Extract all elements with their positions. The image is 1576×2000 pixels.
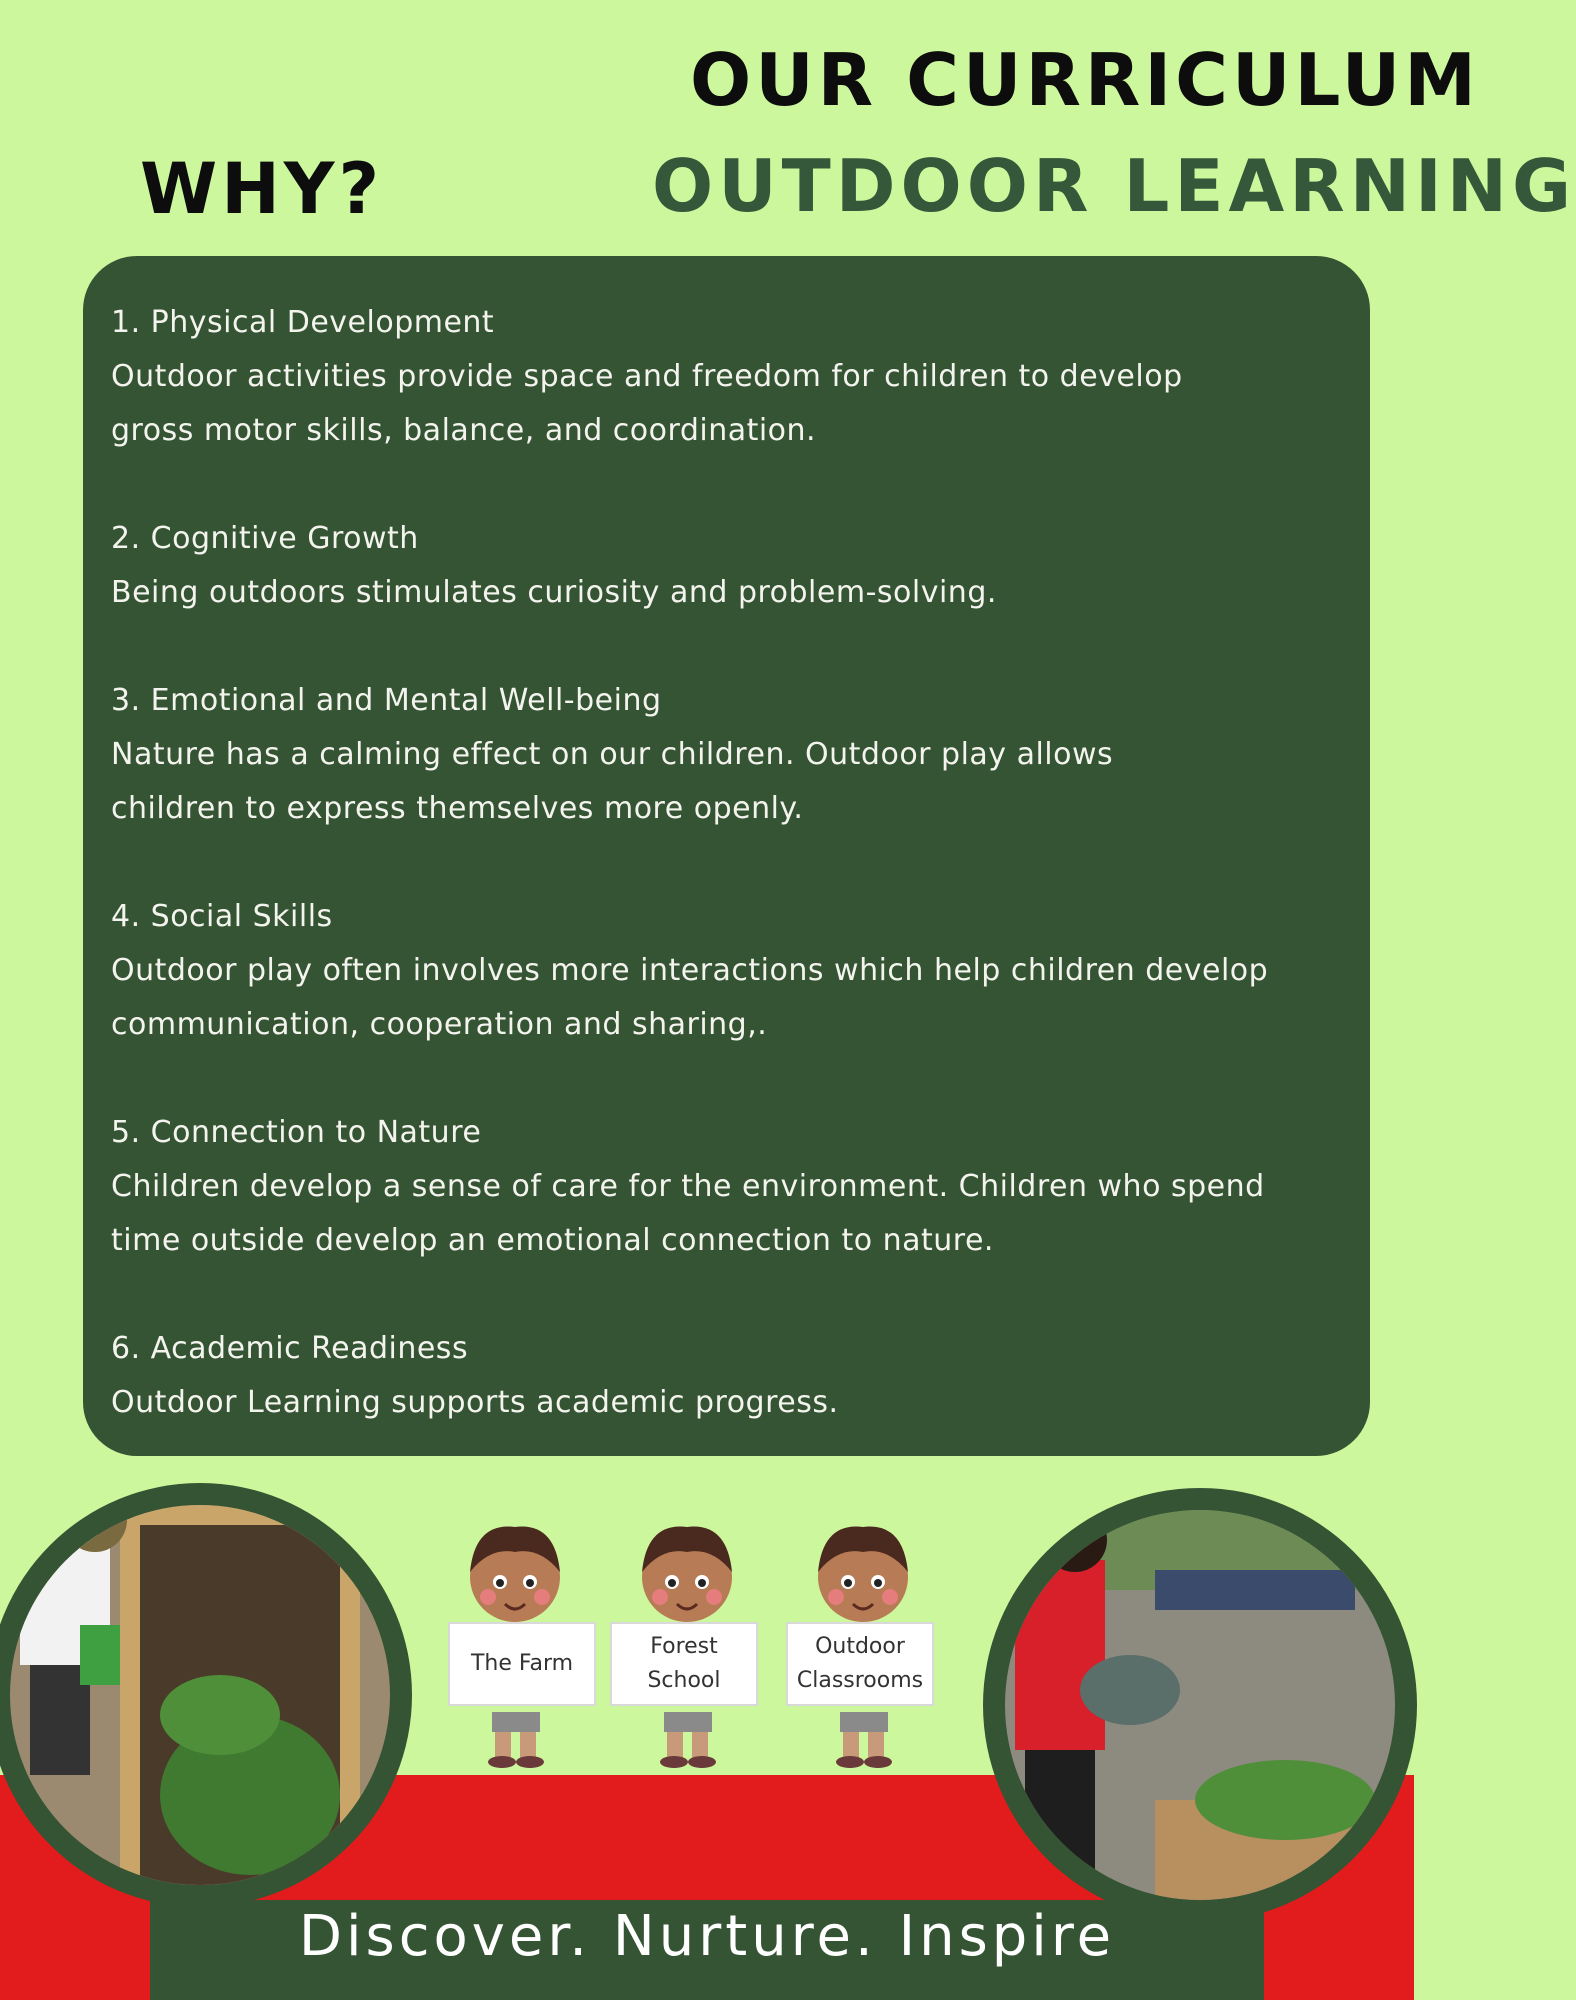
- sign-line: The Farm: [470, 1651, 574, 1676]
- benefit-text: Being outdoors stimulates curiosity and problem-solving.: [111, 575, 997, 610]
- sign-line: Forest: [650, 1634, 718, 1659]
- benefit-text: Children develop a sense of care for the environment. Children who spend time outside develop an emotional connection to nature.: [111, 1169, 1265, 1258]
- sign-the-farm: [448, 1622, 596, 1706]
- benefit-text: Outdoor play often involves more interactions which help children develop communication, cooperation and sharing,.: [111, 953, 1269, 1042]
- sign-line: Classrooms: [796, 1668, 924, 1693]
- benefit-item: [111, 1322, 1342, 1430]
- benefit-item: [111, 674, 1342, 836]
- sign-forest-school: [610, 1622, 758, 1706]
- garden-photo-left: [0, 1465, 430, 1925]
- benefit-title: 1. Physical Development: [111, 305, 495, 340]
- sign-line: School: [647, 1668, 721, 1693]
- curriculum-heading: OUR CURRICULUM: [690, 38, 1480, 122]
- outdoor-learning-heading: OUTDOOR LEARNING: [652, 144, 1576, 228]
- benefit-text: Outdoor Learning supports academic progress.: [111, 1385, 839, 1420]
- benefit-item: [111, 512, 1342, 620]
- benefit-title: 6. Academic Readiness: [111, 1331, 469, 1366]
- tagline: Discover. Nurture. Inspire: [298, 1904, 1116, 1969]
- benefit-item: [111, 890, 1342, 1052]
- benefit-title: 2. Cognitive Growth: [111, 521, 419, 556]
- benefit-text: Nature has a calming effect on our children. Outdoor play allows children to express themselves more openly.: [111, 737, 1114, 826]
- why-heading: WHY?: [140, 148, 384, 230]
- watering-photo-right: [975, 1470, 1414, 1940]
- benefit-title: 4. Social Skills: [111, 899, 333, 934]
- benefit-text: Outdoor activities provide space and freedom for children to develop gross motor skills, balance, and coordination.: [111, 359, 1183, 448]
- benefits-panel: [83, 256, 1370, 1456]
- sign-line: Outdoor: [815, 1634, 905, 1659]
- benefit-item: [111, 1106, 1342, 1268]
- sign-outdoor-classrooms: [786, 1622, 934, 1706]
- benefit-title: 5. Connection to Nature: [111, 1115, 482, 1150]
- benefit-item: [111, 296, 1342, 458]
- benefit-title: 3. Emotional and Mental Well-being: [111, 683, 662, 718]
